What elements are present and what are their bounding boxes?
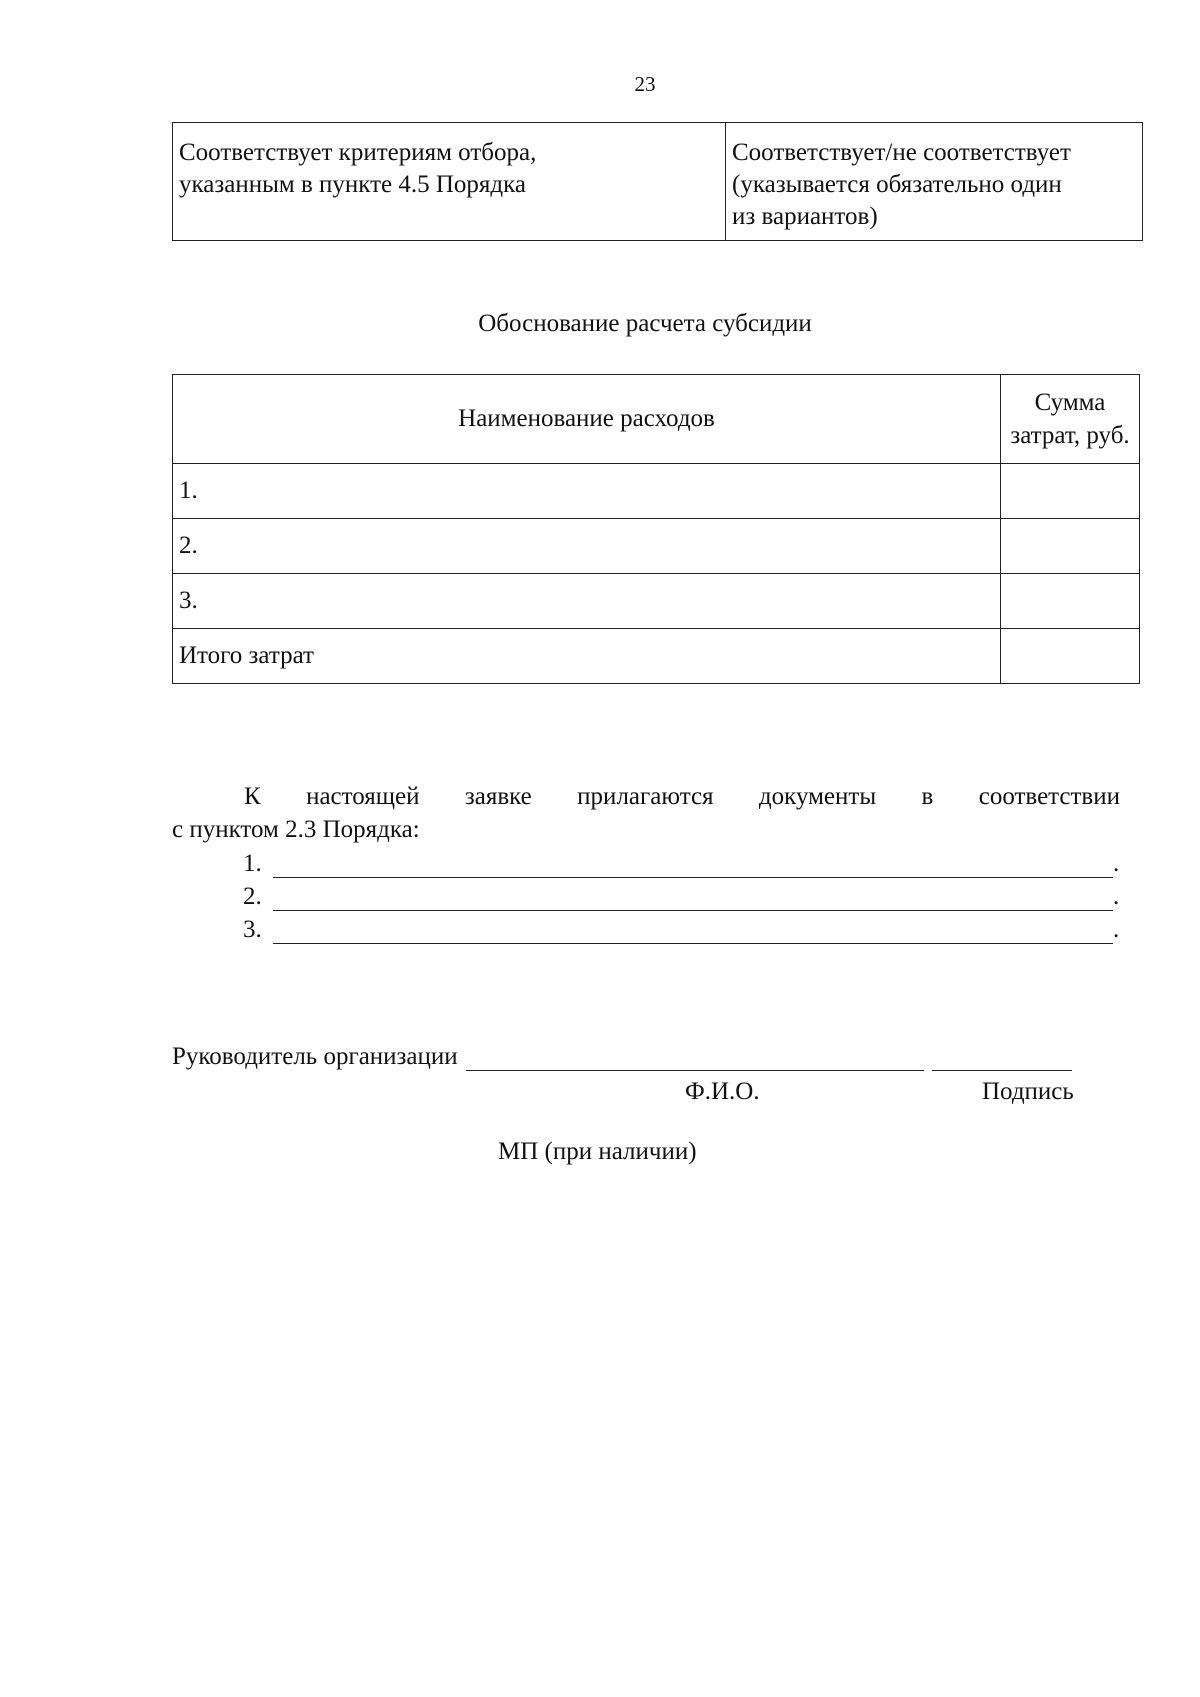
criteria-row: [173, 123, 1143, 241]
list-item: [243, 878, 1121, 911]
section-title: Обоснование расчета субсидии: [478, 310, 812, 337]
attachment-input-line[interactable]: [273, 917, 1113, 944]
expense-name-cell[interactable]: 3.: [173, 574, 1001, 629]
attachment-input-line[interactable]: [273, 884, 1113, 911]
header-expense-name: Наименование расходов: [173, 375, 1001, 464]
attachment-end: .: [1113, 916, 1120, 943]
attachment-number: 3.: [243, 916, 262, 943]
attachments-intro-line: К настоящей заявке прилагаются документы в соответствии: [244, 783, 1120, 810]
fio-caption: Ф.И.О.: [685, 1078, 760, 1105]
attachment-input-line[interactable]: [273, 851, 1113, 878]
criterion-value-line: (указывается обязательно один: [732, 171, 1062, 198]
expense-name-cell[interactable]: 2.: [173, 519, 1001, 574]
attachment-end: .: [1113, 850, 1120, 877]
list-item: [243, 911, 1121, 944]
signature-row: [172, 1043, 1072, 1071]
table-row: [173, 464, 1140, 519]
criteria-table: [172, 122, 1143, 241]
attachment-number: 1.: [243, 850, 262, 877]
list-item: [243, 845, 1121, 878]
attachment-number: 2.: [243, 883, 262, 910]
signature-input-line[interactable]: [932, 1044, 1072, 1071]
expense-sum-cell[interactable]: [1001, 519, 1140, 574]
attachments-intro-line: с пунктом 2.3 Порядка:: [172, 816, 420, 843]
criterion-value-cell: [726, 123, 1143, 241]
table-row: [173, 574, 1140, 629]
criterion-cell: [173, 123, 726, 241]
expense-total-sum-cell[interactable]: [1001, 629, 1140, 684]
criterion-text-line: указанным в пункте 4.5 Порядка: [179, 171, 526, 198]
signature-label: Руководитель организации: [172, 1043, 458, 1070]
page-number: 23: [634, 72, 656, 96]
signature-caption: Подпись: [982, 1078, 1074, 1105]
expense-sum-cell[interactable]: [1001, 464, 1140, 519]
stamp-note: МП (при наличии): [498, 1138, 697, 1165]
header-sum-line: Сумма: [1034, 389, 1106, 416]
expense-total-label: Итого затрат: [173, 629, 1001, 684]
attachment-end: .: [1113, 883, 1120, 910]
header-expense-sum: [1001, 375, 1140, 464]
header-sum-line: затрат, руб.: [1010, 422, 1130, 449]
attachments-list: [243, 845, 1121, 944]
criterion-value-line: из вариантов): [732, 203, 878, 230]
criterion-text-line: Соответствует критериям отбора,: [179, 139, 537, 166]
table-row: [173, 519, 1140, 574]
expense-sum-cell[interactable]: [1001, 574, 1140, 629]
criterion-value-line: Соответствует/не соответствует: [732, 139, 1071, 166]
table-row: [173, 629, 1140, 684]
expense-name-cell[interactable]: 1.: [173, 464, 1001, 519]
expenses-header-row: [173, 375, 1140, 464]
attachments-intro: [172, 780, 1120, 846]
fio-input-line[interactable]: [466, 1044, 924, 1071]
expenses-table: [172, 374, 1140, 684]
